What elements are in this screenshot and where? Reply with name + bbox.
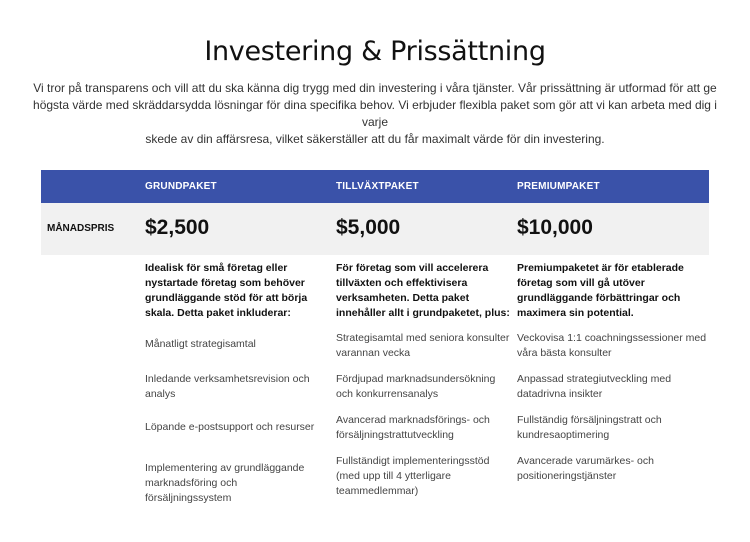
package-description: Idealisk för små företag eller nystartade företag som behöver grundläggande stöd för att börja skala. Detta paket inkluderar: <box>145 262 308 319</box>
pricing-table <box>41 170 709 505</box>
feature-item: Implementering av grundläggande marknadsföring och försäljningssystem <box>145 462 305 504</box>
pricing-table-header <box>41 170 709 203</box>
price-tillvaxtpaket: $5,000 <box>336 216 401 239</box>
feature-item: Avancerad marknadsförings- och försäljningstrattutveckling <box>336 414 490 441</box>
package-column-premiumpaket <box>517 261 707 482</box>
features-row <box>41 255 709 505</box>
price-grundpaket: $2,500 <box>145 216 210 239</box>
intro-line: skede av din affärsresa, vilket säkerställer att du får maximalt värde för din investering. <box>145 132 605 146</box>
package-column-grundpaket <box>145 261 325 504</box>
intro-paragraph <box>30 80 720 148</box>
feature-item: Löpande e-postsupport och resurser <box>145 421 315 433</box>
feature-item: Fullständigt implementeringsstöd (med upp till 4 ytterligare teammedlemmar) <box>336 455 490 497</box>
intro-line: Vi tror på transparens och vill att du ska känna dig trygg med din investering i våra tjänster. Vår prissättning är utformad för att ge <box>33 81 717 95</box>
price-row <box>41 203 709 255</box>
feature-item: Fullständig försäljningstratt och kundresaoptimering <box>517 414 662 441</box>
package-column-tillvaxtpaket <box>336 261 511 497</box>
feature-item: Månatligt strategisamtal <box>145 338 256 350</box>
package-description: Premiumpaketet är för etablerade företag som vill gå utöver grundläggande förbättringar och maximera sin potential. <box>517 262 684 319</box>
intro-line: högsta värde med skräddarsydda lösningar för dina specifika behov. Vi erbjuder flexibla paket som gör att vi kan arbeta med dig i varje <box>33 98 717 129</box>
column-header-grundpaket: GRUNDPAKET <box>145 181 217 192</box>
column-header-premiumpaket: PREMIUMPAKET <box>517 181 600 192</box>
column-header-tillvaxtpaket: TILLVÄXTPAKET <box>336 181 419 192</box>
feature-item: Avancerade varumärkes- och positioneringstjänster <box>517 455 654 482</box>
price-premiumpaket: $10,000 <box>517 216 593 239</box>
feature-item: Veckovisa 1:1 coachningssessioner med våra bästa konsulter <box>517 332 707 359</box>
feature-item: Inledande verksamhetsrevision och analys <box>145 373 310 400</box>
feature-item: Anpassad strategiutveckling med datadrivna insikter <box>517 373 672 400</box>
feature-item: Fördjupad marknadsundersökning och konkurrensanalys <box>336 373 496 400</box>
page-title: Investering & Prissättning <box>204 36 546 67</box>
package-description: För företag som vill accelerera tillväxten och effektivisera verksamheten. Detta paket innehåller allt i grundpaketet, plus: <box>336 262 510 319</box>
row-label-monthly-price: MÅNADSPRIS <box>47 223 115 234</box>
feature-item: Strategisamtal med seniora konsulter varannan vecka <box>336 332 510 359</box>
